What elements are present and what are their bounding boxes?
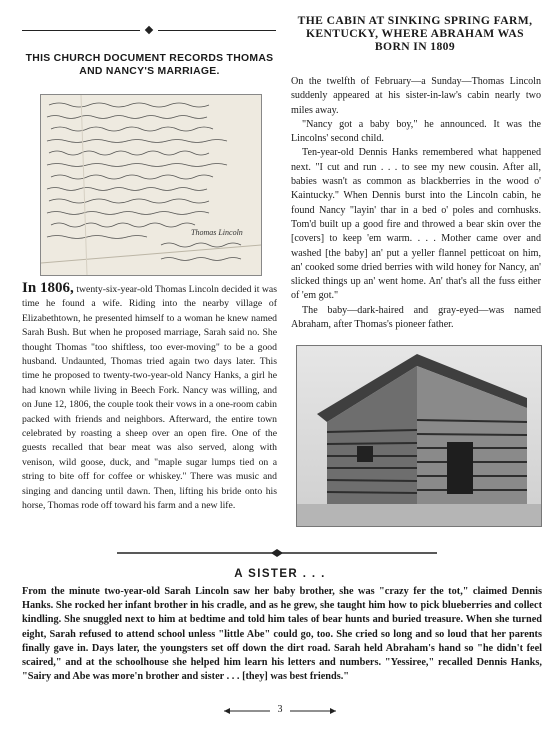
- birth-paragraph: Ten-year-old Dennis Hanks remembered what happened next. "I cut and run . . . to see my new cousin. After all, babies wasn't as common as blackberries in the wood o' Kaintucky." When Dennis burst into the Lincoln cabin, he found Nancy "layin' thar in a bed o' poles and cornhusks. Tom'd built up a good fire and throwed a bear skin over the [covers] to keep 'em warm. . . . Mother came over and washed [the baby] an' put a yeller flannel petticoat on him, an' cooked some dried berries with wild honey for Nancy, an' slicked things up an' went home. An' that's all the fuss either of 'em got.": [291, 147, 541, 302]
- church-document-photo: [40, 94, 262, 276]
- birth-paragraph: On the twelfth of February—a Sunday—Thomas Lincoln suddenly appeared at his sister-in-law's cabin nearly two miles away.: [291, 76, 541, 116]
- document-signature: Thomas Lincoln: [191, 228, 243, 237]
- section-divider: [117, 549, 437, 557]
- sister-story-text: From the minute two-year-old Sarah Lincoln saw her baby brother, she was "crazy fer the tot," claimed Dennis Hanks. She rocked her infant brother in his cradle, and as he grew, she taught him how to pick blueberries and collect kindling. She snuggled next to him at bedtime and told him tales of bear hunts and buried treasure. When she turned eight, Sarah refused to attend school unless "little Abe" could go, too. She cried so long and so loud that her parents finally gave in. Days later, the youngsters set off down the dirt road. Sarah held Abraham's hand so "he didn't feel scaired," and at the schoolhouse she helped him learn his letters and numbers. "Yessiree," recalled Dennis Hanks, "Sairy and Abe was more'n brother and sister . . . [they] was best friends.": [22, 586, 542, 683]
- marriage-story-body: twenty-six-year-old Thomas Lincoln decided it was time he found a wife. Riding into the nearby village of Elizabethtown, he presented himself to a woman he knew named Sarah Bush. But when he proposed marriage, Sarah said no. She thought Thomas "too shiftless, too ever-moving" to be a good husband. Undaunted, Thomas tried again two days later. This time he proposed to twenty-two-year-old Nancy Hanks, a girl he had known while living in Beech Fork. Nancy was willing, and on June 12, 1806, the couple took their vows in a one-room cabin packed with friends and neighbors. Afterward, the entire town celebrated by roasting a sheep over an open fire. One of the guests recalled that bear meat was also served, along with venison, wild goose, duck, and "maple sugar lumps tied on a string to bite off for coffee or whiskey." There was music and singing and dancing until dawn. Then, lifting his bride onto his horse, Thomas rode off toward his farm and a new life.: [22, 284, 277, 512]
- birth-story-text: [291, 75, 541, 332]
- cabin-photo-caption: THE CABIN AT SINKING SPRING FARM, KENTUCKY, WHERE ABRAHAM WAS BORN IN 1809: [297, 14, 533, 53]
- birth-paragraph: "Nancy got a baby boy," he announced. It was the Lincolns' second child.: [291, 118, 541, 145]
- left-caption-ornament: [22, 26, 277, 36]
- document-photo-caption: THIS CHURCH DOCUMENT RECORDS THOMAS AND NANCY'S MARRIAGE.: [25, 53, 274, 77]
- marriage-story-text: [22, 281, 277, 514]
- section-title: A SISTER . . .: [234, 568, 326, 580]
- birth-paragraph: The baby—dark-haired and gray-eyed—was named Abraham, after Thomas's pioneer father.: [291, 304, 541, 331]
- log-cabin-photo: [296, 345, 542, 527]
- left-column: [22, 26, 277, 78]
- right-column: [289, 14, 541, 53]
- lead-year: In 1806,: [22, 280, 74, 296]
- page-footer: [210, 704, 350, 718]
- page-number: 3: [277, 704, 283, 715]
